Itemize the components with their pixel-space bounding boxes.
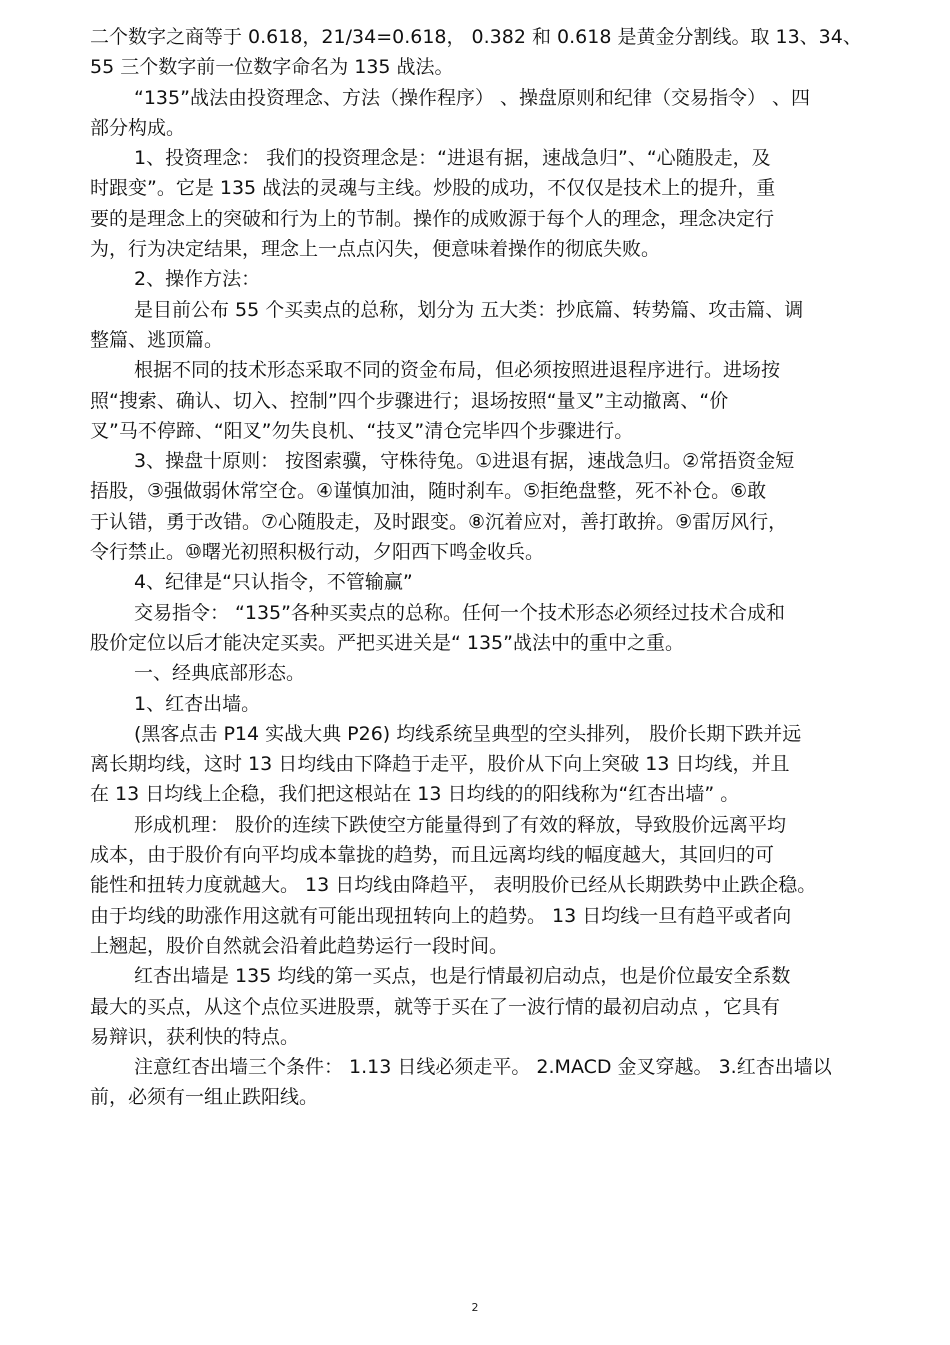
text-line: 交易指令： “135”各种买卖点的总称。任何一个技术形态必须经过技术合成和 [134, 601, 785, 624]
section-heading: 一、经典底部形态。 [134, 662, 306, 685]
text-line: 为，行为决定结果，理念上一点点闪失，便意味着操作的彻底失败。 [90, 238, 661, 261]
text-line: 易辩识，获利快的特点。 [90, 1025, 300, 1048]
text-line: 上翘起，股价自然就会沿着此趋势运行一段时间。 [90, 934, 509, 957]
text-line: 照“搜索、确认、切入、控制”四个步骤进行；退场按照“量叉”主动撤离、“价 [90, 389, 729, 412]
text-line: 股价定位以后才能决定买卖。严把买进关是“ 135”战法中的重中之重。 [90, 631, 684, 654]
section-heading: 1、红杏出墙。 [134, 692, 261, 715]
text-line: 1、投资理念： 我们的投资理念是：“进退有据，速战急归”、“心随股走，及 [134, 147, 771, 170]
section-heading: 2、操作方法： [134, 268, 261, 291]
text-line: 55 三个数字前一位数字命名为 135 战法。 [90, 56, 454, 79]
text-line: 最大的买点，从这个点位买进股票，就等于买在了一波行情的最初启动点 ，它具有 [90, 995, 781, 1018]
text-line: 令行禁止。⑩曙光初照积极行动，夕阳西下鸣金收兵。 [90, 541, 545, 564]
text-line: 整篇、逃顶篇。 [90, 328, 224, 351]
text-line: 离长期均线，这时 13 日均线由下降趋于走平，股价从下向上突破 13 日均线，并且 [90, 753, 790, 776]
text-line: 成本，由于股价有向平均成本靠拢的趋势，而且远离均线的幅度越大，其回归的可 [90, 844, 775, 867]
text-line: 注意红杏出墙三个条件： 1.13 日线必须走平。 2.MACD 金叉穿越。 3.红杏出墙以 [134, 1056, 832, 1079]
text-line: 在 13 日均线上企稳，我们把这根站在 13 日均线的的阳线称为“红杏出墙” 。 [90, 783, 740, 806]
text-line: 能性和扭转力度就越大。 13 日均线由降趋平， 表明股价已经从长期跌势中止跌企稳。 [90, 874, 817, 897]
text-line: (黑客点击 P14 实战大典 P26) 均线系统呈典型的空头排列， 股价长期下跌并远 [134, 722, 802, 745]
text-line: 由于均线的助涨作用这就有可能出现扭转向上的趋势。 13 日均线一旦有趋平或者向 [90, 904, 792, 927]
text-line: 二个数字之商等于 0.618，21/34=0.618， 0.382 和 0.618 是黄金分割线。取 13、34、 [90, 26, 862, 48]
section-heading: 4、纪律是“只认指令，不管输赢” [134, 571, 413, 594]
text-line: 部分构成。 [90, 116, 186, 139]
text-line: 于认错，勇于改错。⑦心随股走，及时跟变。⑧沉着应对，善打敢拚。⑨雷厉风行， [90, 510, 788, 533]
text-line: 叉”马不停蹄、“阳叉”勿失良机、“技叉”清仓完毕四个步骤进行。 [90, 419, 634, 442]
document-body [90, 22, 908, 1113]
text-line: 3、操盘十原则： 按图索骥，守株待兔。①进退有据，速战急归。②常捂资金短 [134, 450, 795, 473]
text-line: 前，必须有一组止跌阳线。 [90, 1086, 319, 1109]
text-line: 是目前公布 55 个买卖点的总称，划分为 五大类：抄底篇、转势篇、攻击篇、调 [134, 298, 804, 321]
text-line: 根据不同的技术形态采取不同的资金布局，但必须按照进退程序进行。进场按 [134, 359, 781, 382]
text-line: 要的是理念上的突破和行为上的节制。操作的成败源于每个人的理念，理念决定行 [90, 207, 775, 230]
page-number: 2 [471, 1301, 479, 1314]
text-line: 红杏出墙是 135 均线的第一买点，也是行情最初启动点，也是价位最安全系数 [134, 965, 791, 988]
text-line: 形成机理： 股价的连续下跌使空方能量得到了有效的释放，导致股价远离平均 [134, 813, 787, 836]
text-line: 捂股，③强做弱休常空仓。④谨慎加油，随时刹车。⑤拒绝盘整，死不补仓。⑥敢 [90, 480, 767, 503]
text-line: 时跟变”。它是 135 战法的灵魂与主线。炒股的成功，不仅仅是技术上的提升，重 [90, 177, 776, 200]
text-line: “135”战法由投资理念、方法（操作程序） 、操盘原则和纪律（交易指令） 、四 [134, 86, 811, 109]
